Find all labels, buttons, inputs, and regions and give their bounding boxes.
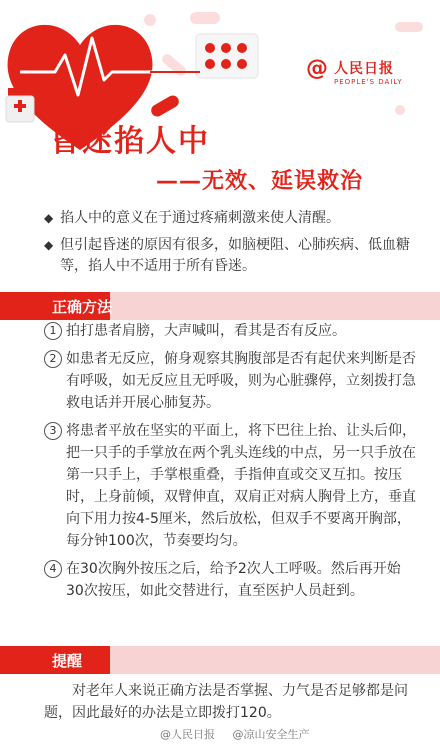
list-item <box>44 558 416 602</box>
step-number: 3 <box>44 422 62 440</box>
step-number: 4 <box>44 560 62 578</box>
step-text: 在30次胸外按压之后，给予2次人工呼吸。然后再开始30次按压，如此交替进行，直至医护人员赶到。 <box>66 561 401 599</box>
section-header-method <box>0 292 440 320</box>
list-item: ◆ 掐人中的意义在于通过疼痛刺激来使人清醒。 <box>44 208 414 229</box>
step-text: 如患者无反应，俯身观察其胸腹部是否有起伏来判断是否有呼吸，如无反应且无呼吸，则为心脏骤停，立刻拨打急救电话并开展心肺复苏。 <box>66 351 416 411</box>
list-item <box>44 420 416 552</box>
method-steps <box>44 320 416 608</box>
capsule-icon <box>149 93 181 118</box>
blister-pack-icon <box>196 34 258 78</box>
section-header-reminder <box>0 646 440 674</box>
step-number: 2 <box>44 350 62 368</box>
reminder-text: 对老年人来说正确方法是否掌握、力气是否足够都是问题，因此最好的办法是立即拨打120。 <box>44 683 408 721</box>
step-text: 拍打患者肩膀，大声喊叫，看其是否有反应。 <box>66 323 346 339</box>
brand-name: 人民日报 <box>334 61 394 77</box>
brand-logo <box>306 54 416 90</box>
at-icon: @ <box>306 56 328 81</box>
watermark-source: @凉山安全生产 <box>232 728 310 741</box>
list-item: ◆ 但引起昏迷的原因有很多，如脑梗阻、心肺疾病、低血糖等，掐人中不适用于所有昏迷。 <box>44 237 410 274</box>
list-item <box>44 348 416 414</box>
step-number: 1 <box>44 322 62 340</box>
page-subtitle: ——无效、延误救治 <box>156 169 364 194</box>
step-text: 将患者平放在坚实的平面上，将下巴往上抬、让头后仰，把一只手的手掌放在两个乳头连线的中点，另一只手放在第一只手上，手掌根重叠，手指伸直或交叉互扣。按压时，上身前倾，双臂伸直，双肩正对病人胸骨上方，垂直向下用力按4-5厘米，然后放松，但双手不要离开胸部，每分钟100次，节奏要均匀。 <box>66 423 416 549</box>
section-label: 提醒 <box>52 652 83 670</box>
watermark-source: @人民日报 <box>160 728 215 741</box>
brand-english: PEOPLE'S DAILY <box>334 78 403 86</box>
section-label: 正确方法 <box>52 298 113 316</box>
diamond-bullet-icon: ◆ <box>44 211 54 225</box>
watermark <box>160 726 430 746</box>
page-title: 昏迷掐人中 <box>50 124 210 159</box>
diamond-bullet-icon: ◆ <box>44 238 54 252</box>
intro-bullets <box>44 208 414 283</box>
medicine-bottle-icon <box>6 88 34 122</box>
list-item <box>44 320 416 342</box>
